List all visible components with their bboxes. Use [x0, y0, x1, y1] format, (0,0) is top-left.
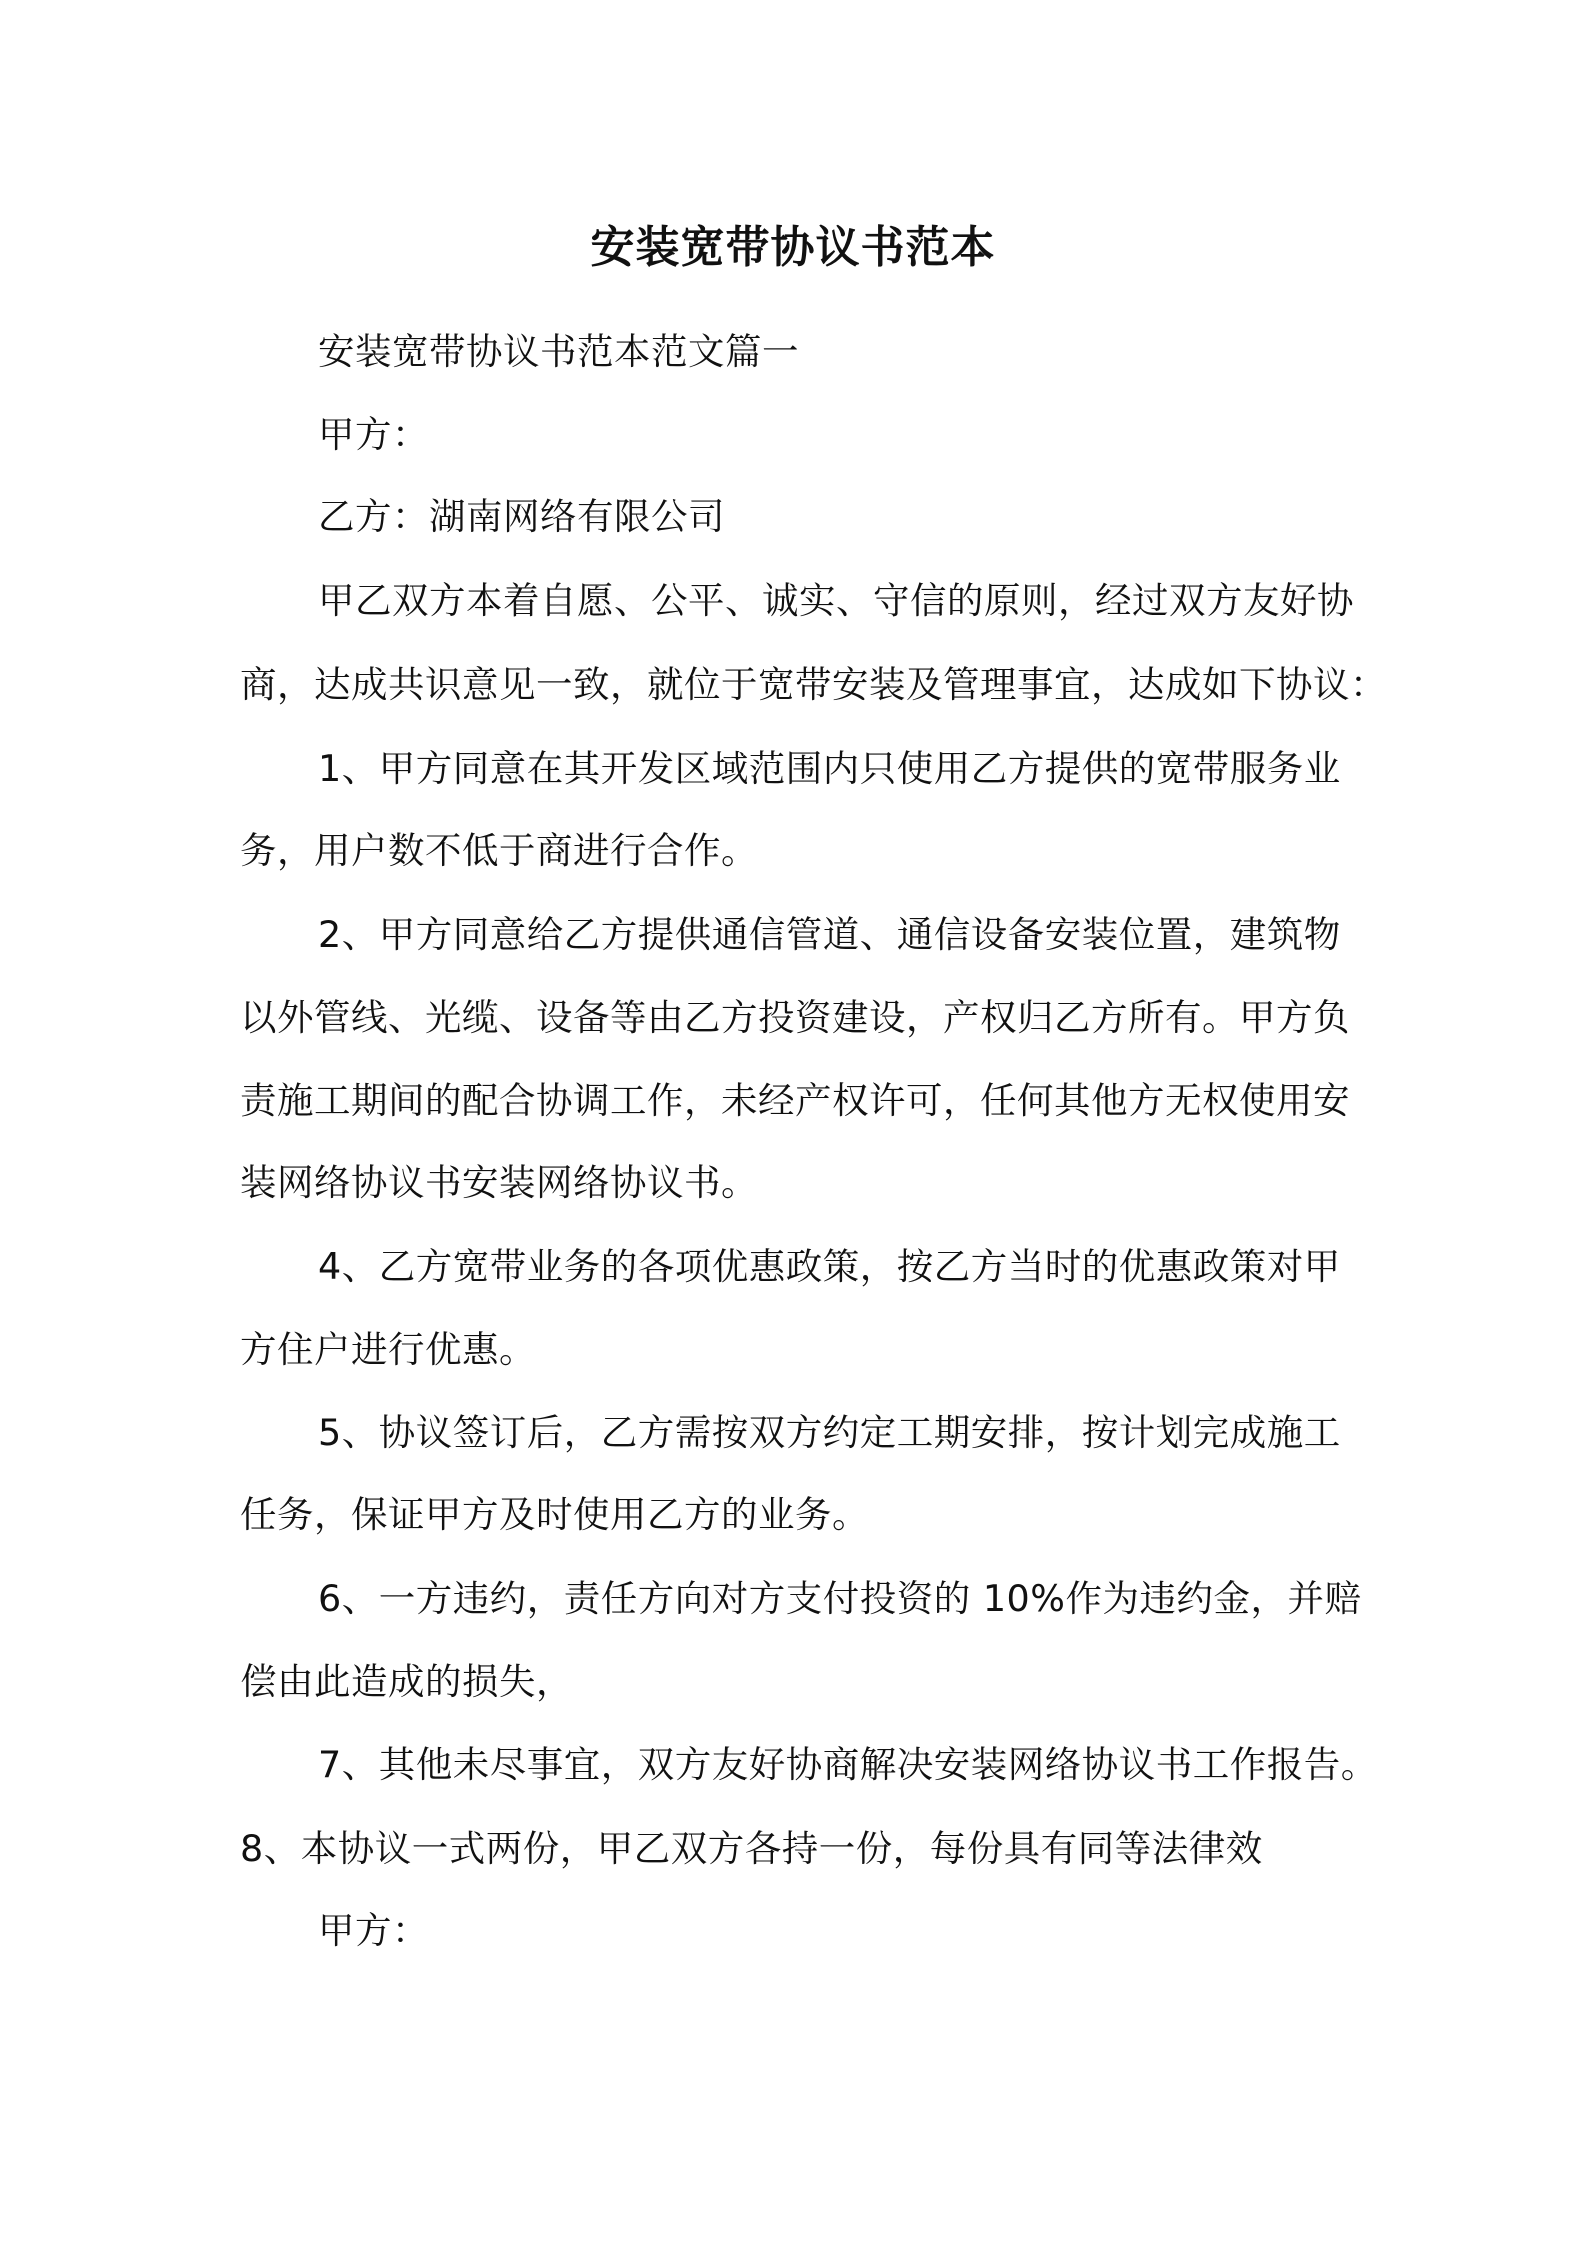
subtitle-line: 安装宽带协议书范本范文篇一: [318, 330, 799, 373]
clause-8-line-1: 8、本协议一式两份，甲乙双方各持一份，每份具有同等法律效: [240, 1827, 1263, 1870]
clause-4-line-1: 4、乙方宽带业务的各项优惠政策，按乙方当时的优惠政策对甲: [318, 1245, 1341, 1288]
party-b-line: 乙方：湖南网络有限公司: [318, 495, 725, 538]
clause-2-line-1: 2、甲方同意给乙方提供通信管道、通信设备安装位置，建筑物: [318, 913, 1341, 956]
clause-5-line-1: 5、协议签订后，乙方需按双方约定工期安排，按计划完成施工: [318, 1411, 1341, 1454]
clause-1-line-2: 务，用户数不低于商进行合作。: [240, 829, 758, 872]
clause-6-line-2: 偿由此造成的损失，: [240, 1660, 573, 1703]
clause-6-line-1: 6、一方违约，责任方向对方支付投资的 10%作为违约金，并赔: [318, 1577, 1362, 1620]
signature-party-a: 甲方：: [318, 1909, 429, 1952]
clause-2-line-4: 装网络协议书安装网络协议书。: [240, 1161, 758, 1204]
clause-4-line-2: 方住户进行优惠。: [240, 1328, 536, 1371]
clause-7-line-1: 7、其他未尽事宜，双方友好协商解决安装网络协议书工作报告。: [318, 1743, 1378, 1786]
document-title: 安装宽带协议书范本: [590, 222, 996, 273]
clause-1-line-1: 1、甲方同意在其开发区域范围内只使用乙方提供的宽带服务业: [318, 747, 1341, 790]
intro-paragraph-line-1: 甲乙双方本着自愿、公平、诚实、守信的原则，经过双方友好协: [318, 579, 1354, 622]
intro-paragraph-line-2: 商，达成共识意见一致，就位于宽带安装及管理事宜，达成如下协议：: [240, 663, 1387, 706]
clause-2-line-3: 责施工期间的配合协调工作，未经产权许可，任何其他方无权使用安: [240, 1079, 1350, 1122]
clause-5-line-2: 任务，保证甲方及时使用乙方的业务。: [240, 1493, 869, 1536]
party-a-line: 甲方：: [318, 413, 429, 456]
clause-2-line-2: 以外管线、光缆、设备等由乙方投资建设，产权归乙方所有。甲方负: [240, 996, 1350, 1039]
